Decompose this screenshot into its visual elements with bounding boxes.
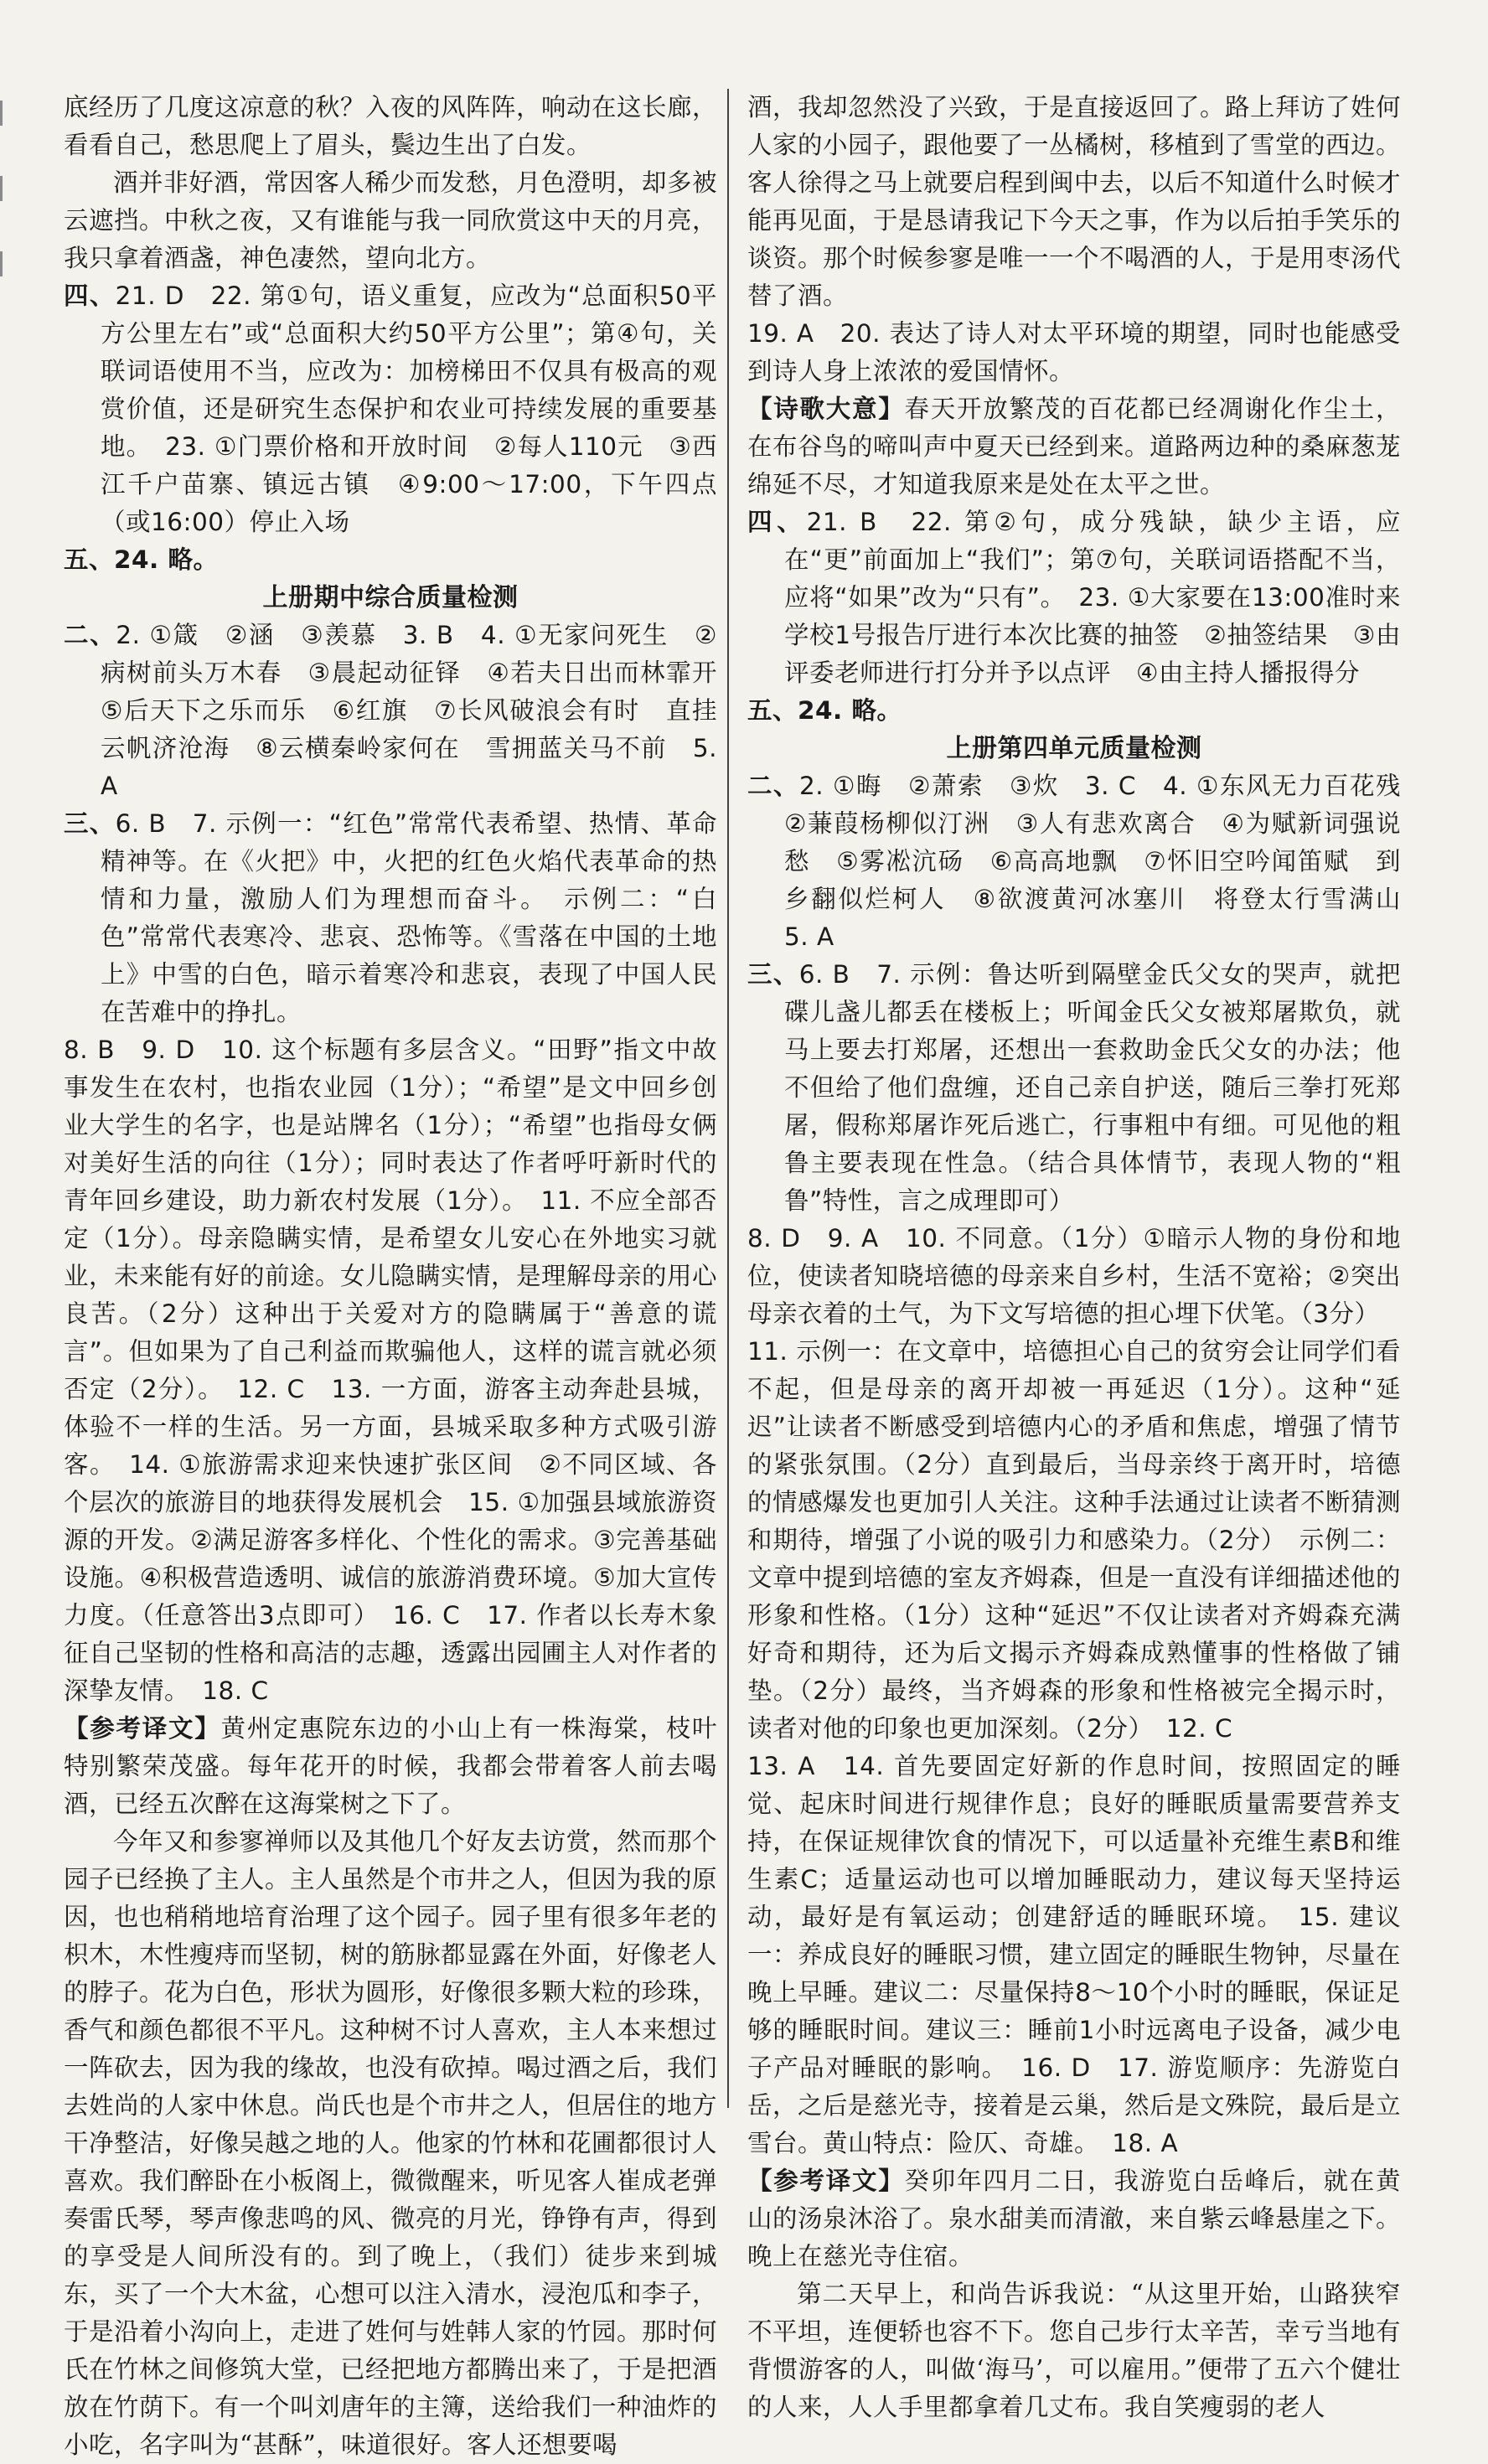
- answer-text: 8. D 9. A 10. 不同意。（1分）①暗示人物的身份和地位，使读者知晓培德的母亲来自乡村，生活不宽裕；②突出母亲衣着的土气，为下文写培德的担心埋下伏笔。（3分）: [747, 1224, 1401, 1328]
- answer-section-2: [64, 617, 743, 805]
- section-label: 二、: [64, 621, 116, 649]
- translation-text: 酒并非好酒，常因客人稀少而发愁，月色澄明，却多被云遮挡。中秋之夜，又有谁能与我一同欣赏这中天的月亮，我只拿着酒盏，神色凄然，望向北方。: [64, 168, 718, 272]
- ref-label: 【参考译文】: [64, 1714, 221, 1743]
- translation-text: 底经历了几度这凉意的秋？入夜的风阵阵，响动在这长廊，看看自己，愁思爬上了眉头，鬓边生出了白发。: [64, 93, 718, 159]
- binding-mark: [0, 251, 14, 276]
- translation-text: 黄州定惠院东边的小山上有一株海棠，枝叶特别繁荣茂盛。每年花开的时候，我都会带着客人前去喝酒，已经五次醉在这海棠树之下了。: [64, 1714, 717, 1818]
- section-label: 四、: [64, 282, 116, 310]
- answer-text: 2. ①晦 ②萧索 ③炊 3. C 4. ①东风无力百花残 ②蒹葭杨柳似汀洲 ③人有悲欢离合 ④为赋新词强说愁 ⑤雾凇沆砀 ⑥高高地飘 ⑦怀旧空吟闻笛赋 到乡翻似烂柯人 ⑧欲渡黄河冰塞川 将登太行雪满山 5. A: [784, 772, 1427, 951]
- answer-section-4: [64, 277, 717, 541]
- answer-text: 11. 示例一：在文章中，培德担心自己的贫穷会让同学们看不起，但是母亲的离开却被一再延迟（1分）。这种“延迟”让读者不断感受到培德内心的矛盾和焦虑，增强了情节的紧张氛围。（2分）直到最后，当母亲终于离开时，培德的情感爆发也更加引人关注。这种手法通过让读者不断猜测和期待，增强了小说的吸引力和感染力。（2分） 示例二：文章中提到培德的室友齐姆森，但是一直没有详细描述他的形象和性格。（1分）这种“延迟”不仅让读者对齐姆森充满好奇和期待，还为后文揭示齐姆森成熟懂事的性格做了铺垫。（2分）最终，当齐姆森的形象和性格被完全揭示时，读者对他的印象也更加深刻。（2分） 12. C: [747, 1337, 1402, 1743]
- poem-text: 春天开放繁茂的百花都已经凋谢化作尘土，在布谷鸟的啼叫声中夏天已经到来。道路两边种的桑麻葱茏绵延不尽，才知道我原来是处在太平之世。: [747, 395, 1402, 498]
- right-column: [747, 89, 1427, 2421]
- section-label: 三、: [64, 809, 116, 838]
- poem-summary: [747, 390, 1401, 504]
- section-label: 二、: [747, 772, 800, 800]
- answer-section-5: 五、24. 略。: [64, 545, 219, 574]
- answer-text: 13. A 14. 首先要固定好新的作息时间，按照固定的睡觉、起床时间进行规律作息；良好的睡眠质量需要营养支持，在保证规律饮食的情况下，可以适量补充维生素B和维生素C；适量运动也可以增加睡眠动力，建议每天坚持运动，最好是有氧运动；创建舒适的睡眠环境。 15. 建议一：养成良好的睡眠习惯，建立固定的睡眠生物钟，尽量在晚上早睡。建议二：尽量保持8～10个小时的睡眠，保证足够的睡眠时间。建议三：睡前1小时远离电子设备，减少电子产品对睡眠的影响。 16. D 17. 游览顺序：先游览白岳，之后是慈光寺，接着是云巢，然后是文殊院，最后是立雪台。黄山特点：险仄、奇雄。 18. A: [747, 1752, 1402, 2157]
- answer-section-3: [747, 956, 1401, 1220]
- answer-section-3: [64, 805, 717, 1031]
- answer-section-2: [747, 767, 1427, 956]
- answer-text: 8. B 9. D 10. 这个标题有多层含义。“田野”指文中故事发生在农村，也指农业园（1分）；“希望”是文中回乡创业大学生的名字，也是站牌名（1分）；“希望”也指母女俩对美好生活的向往（1分）；同时表达了作者呼吁新时代的青年回乡建设，助力新农村发展（1分）。 11. 不应全部否定（1分）。母亲隐瞒实情，是希望女儿安心在外地实习就业，未来能有好的前途。女儿隐瞒实情，是理解母亲的用心良苦。（2分）这种出于关爱对方的隐瞒属于“善意的谎言”。但如果为了自己利益而欺骗他人，这样的谎言就必须否定（2分）。 12. C 13. 一方面，游客主动奔赴县城，体验不一样的生活。另一方面，县城采取多种方式吸引游客。 14. ①旅游需求迎来快速扩张区间 ②不同区域、各个层次的旅游目的地获得发展机会 15. ①加强县域旅游资源的开发。②满足游客多样化、个性化的需求。③完善基础设施。④积极营造透明、诚信的旅游消费环境。⑤加大宣传力度。（任意答出3点即可） 16. C 17. 作者以长寿木象征自己坚韧的性格和高洁的志趣，透露出园圃主人对作者的深挚友情。 18. C: [64, 1036, 718, 1705]
- binding-mark: [0, 101, 14, 126]
- left-column: [64, 89, 743, 2459]
- answer-text: 6. B 7. 示例一：“红色”常常代表希望、热情、革命精神等。在《火把》中，火把的红色火焰代表革命的热情和力量，激励人们为理想而奋斗。 示例二：“白色”常常代表寒冷、悲哀、恐怖等。《雪落在中国的土地上》中雪的白色，暗示着寒冷和悲哀，表现了中国人民在苦难中的挣扎。: [101, 809, 717, 1026]
- reference-translation: [747, 2162, 1401, 2275]
- ref-label: 【参考译文】: [747, 2167, 905, 2195]
- column-divider: [727, 89, 729, 2108]
- answer-text: 6. B 7. 示例：鲁达听到隔壁金氏父女的哭声，就把碟儿盏儿都丢在楼板上；听闻金氏父女被郑屠欺负，就马上要去打郑屠，还想出一套救助金氏父女的办法；他不但给了他们盘缠，还自己亲自护送，随后三拳打死郑屠，假称郑屠诈死后逃亡，行事粗中有细。可见他的粗鲁主要表现在性急。（结合具体情节，表现人物的“粗鲁”特性，言之成理即可）: [784, 960, 1401, 1215]
- section-title: 上册第四单元质量检测: [946, 734, 1202, 763]
- answer-text: 19. A 20. 表达了诗人对太平环境的期望，同时也能感受到诗人身上浓浓的爱国情怀。: [747, 319, 1401, 385]
- answer-text: 2. ①箴 ②涵 ③羡慕 3. B 4. ①无家问死生 ②病树前头万木春 ③晨起动征铎 ④若夫日出而林霏开 ⑤后天下之乐而乐 ⑥红旗 ⑦长风破浪会有时 直挂云帆济沧海 ⑧云横秦岭家何在 雪拥蓝关马不前 5. A: [101, 621, 743, 800]
- answer-text: 21. B 22. 第②句，成分残缺，缺少主语，应在“更”前面加上“我们”；第⑦句，关联词语搭配不当，应将“如果”改为“只有”。 23. ①大家要在13:00准时来学校1号报告厅进行本次比赛的抽签 ②抽签结果 ③由评委老师进行打分并予以点评 ④由主持人播报得分: [784, 508, 1401, 687]
- binding-mark: [0, 176, 14, 201]
- answer-text: 21. D 22. 第①句，语义重复，应改为“总面积50平方公里左右”或“总面积大约50平方公里”；第④句，关联词语使用不当，应改为：加榜梯田不仅具有极高的观赏价值，还是研究生态保护和农业可持续发展的重要基地。 23. ①门票价格和开放时间 ②每人110元 ③西江千户苗寨、镇远古镇 ④9:00～17:00，下午四点（或16:00）停止入场: [101, 282, 717, 536]
- answer-section-4: [747, 504, 1401, 692]
- section-label: 四、: [747, 508, 807, 536]
- section-title: 上册期中综合质量检测: [262, 583, 519, 612]
- section-label: 三、: [747, 960, 799, 989]
- translation-text: 酒，我却忽然没了兴致，于是直接返回了。路上拜访了姓何人家的小园子，跟他要了一丛橘树，移植到了雪堂的西边。客人徐得之马上就要启程到闽中去，以后不知道什么时候才能再见面，于是恳请我记下今天之事，作为以后拍手笑乐的谈资。那个时候参寥是唯一一个不喝酒的人，于是用枣汤代替了酒。: [747, 93, 1402, 310]
- translation-text: 第二天早上，和尚告诉我说：“从这里开始，山路狭窄不平坦，连便轿也容不下。您自己步行太辛苦，幸亏当地有背惯游客的人，叫做‘海马’，可以雇用。”便带了五六个健壮的人来，人人手里都拿着几丈布。我自笑瘦弱的老人: [747, 2280, 1402, 2421]
- reference-translation: [64, 1710, 717, 1823]
- poem-label: 【诗歌大意】: [747, 395, 905, 423]
- translation-text: 今年又和参寥禅师以及其他几个好友去访赏，然而那个园子已经换了主人。主人虽然是个市井之人，但因为我的原因，也也稍稍地培育治理了这个园子。园子里有很多年老的枳木，木性瘦痔而坚韧，树的筋脉都显露在外面，好像老人的脖子。花为白色，形状为圆形，好像很多颗大粒的珍珠，香气和颜色都很不平凡。这种树不讨人喜欢，主人本来想过一阵砍去，因为我的缘故，也没有砍掉。喝过酒之后，我们去姓尚的人家中休息。尚氏也是个市井之人，但居住的地方干净整洁，好像吴越之地的人。他家的竹林和花圃都很讨人喜欢。我们醉卧在小板阁上，微微醒来，听见客人崔成老弹奏雷氏琴，琴声像悲鸣的风、微亮的月光，铮铮有声，得到的享受是人间所没有的。到了晚上，（我们）徒步来到城东，买了一个大木盆，心想可以注入清水，浸泡瓜和李子，于是沿着小沟向上，走进了姓何与姓韩人家的竹园。那时何氏在竹林之间修筑大堂，已经把地方都腾出来了，于是把酒放在竹荫下。有一个叫刘唐年的主簿，送给我们一种油炸的小吃，名字叫为“甚酥”，味道很好。客人还想要喝: [64, 1827, 718, 2459]
- translation-text: 癸卯年四月二日，我游览白岳峰后，就在黄山的汤泉沐浴了。泉水甜美而清澈，来自紫云峰悬崖之下。晚上在慈光寺住宿。: [747, 2167, 1402, 2270]
- answer-section-5: 五、24. 略。: [747, 696, 902, 725]
